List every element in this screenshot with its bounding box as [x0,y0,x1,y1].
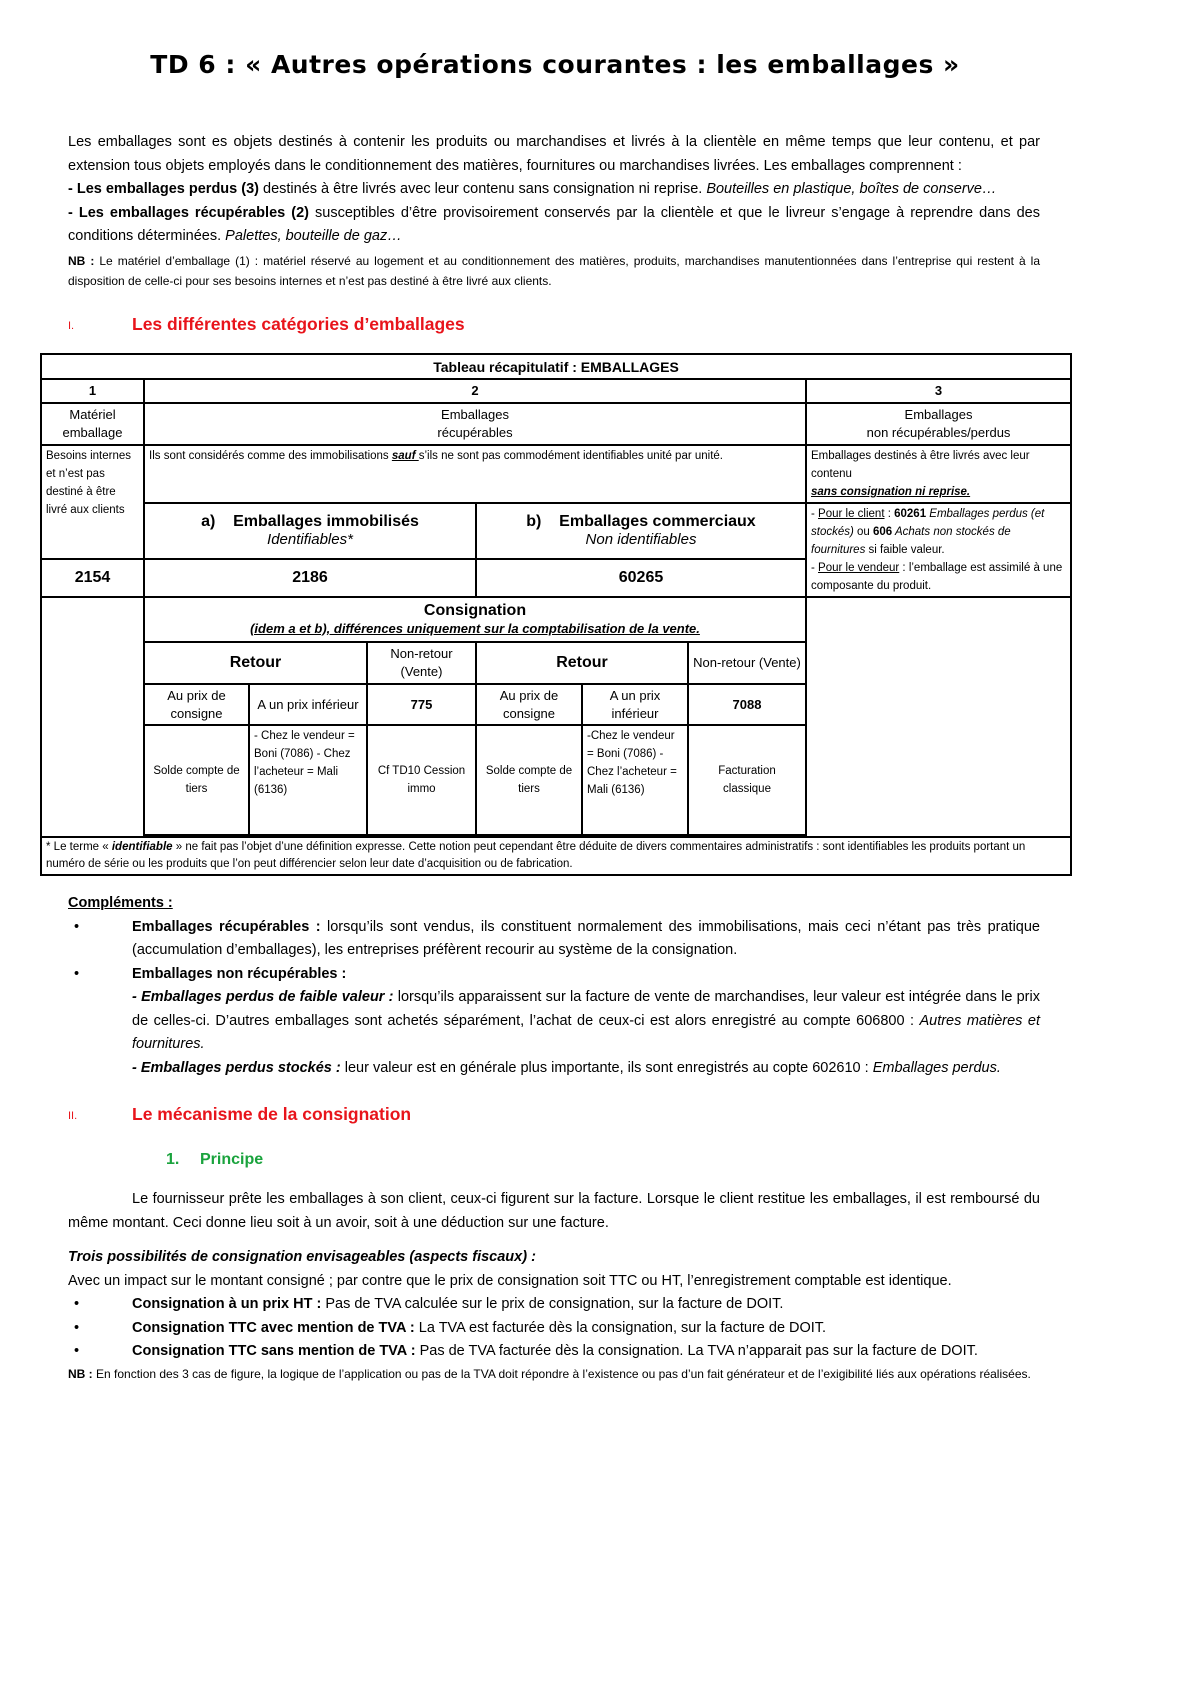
complements [68,892,1040,1080]
principe-text: Le fournisseur prête les emballages à son client, ceux-ci figurent sur la facture. Lorsque le client restitue les emballages, il est remboursé du même montant. Ceci donne lieu soit à un avoir, soit à une déduction sur une facture. [68,1191,1040,1231]
code-7088: 7088 [688,684,806,725]
materiel-description: Besoins internes et n’est pas destiné à être livré aux clients [41,445,144,559]
complement-faible-valeur: - Emballages perdus de faible valeur : lorsqu’ils apparaissent sur la facture de vente de marchandises, leur valeur est intégrée dans le prix de celles-ci. D’autres emballages sont achetés séparément, l’achat de ceux-ci est alors enregistré au compte 606800 : Autres matières et fournitures. [132,989,1040,1052]
retour-a: Retour [144,642,367,684]
complement-stockes: - Emballages perdus stockés : leur valeur est en générale plus importante, ils sont enregistrés au copte 602610 : Emballages perdus. [132,1059,1001,1076]
col-3-number: 3 [806,379,1071,403]
intro-nb: NB : Le matériel d’emballage (1) : matériel réservé au logement et au conditionnement des matières, produits, marchandises manutentionnées dans l’entreprise qui restent à la disposition de celle-ci pour ses besoins internes et n’est pas destiné à être livré aux clients. [68,253,1040,288]
solde-b: Solde compte de tiers [476,725,582,835]
table-title: Tableau récapitulatif : EMBALLAGES [41,354,1071,379]
section-1-number: I. [68,320,75,332]
header-materiel: Matériel emballage [41,403,144,445]
emballages-immobilises: a) Emballages immobilisés Identifiables* [144,503,476,559]
col-2-number: 2 [144,379,806,403]
intro-text: Les emballages sont es objets destinés à contenir les produits ou marchandises et livrés à la clientèle en même temps que leur contenu, et par extension tous objets employés dans le conditionnement des matières, fournitures ou marchandises livrées. Les emballages comprennent : [68,134,1040,174]
retour-b: Retour [476,642,688,684]
header-recuperables: Emballages récupérables [144,403,806,445]
section-1-title: Les différentes catégories d’emballages [132,314,465,334]
complement-recuperables: • Emballages récupérables : lorsqu’ils sont vendus, ils constituent normalement des immobilisations, mais ceci n’étant pas très pratique (accumulation d’emballages), les entreprises préfèrent recourir au système de la consignation. [68,916,1040,963]
boni-mali-a: - Chez le vendeur = Boni (7086) - Chez l’acheteur = Mali (6136) [249,725,367,835]
non-retour-a: Non-retour (Vente) [367,642,476,684]
code-2154: 2154 [41,559,144,597]
option-ht: • Consignation à un prix HT : Pas de TVA calculée sur le prix de consignation, sur la facture de DOIT. [68,1293,1040,1317]
boni-mali-b: -Chez le vendeur = Boni (7086) - Chez l’acheteur = Mali (6136) [582,725,688,835]
au-prix-a: Au prix de consigne [144,684,249,725]
complement-non-recuperables: • Emballages non récupérables : [68,963,1040,987]
complements-title: Compléments : [68,895,173,911]
intro-perdus: - Les emballages perdus (3) destinés à être livrés avec leur contenu sans consignation ni reprise. Bouteilles en plastique, boîtes de conserve… [68,181,997,197]
empty-cell [41,597,144,837]
page-title: TD 6 : « Autres opérations courantes : les emballages » [150,50,960,79]
cession-immo: Cf TD10 Cession immo [367,725,476,835]
principe [68,1188,1040,1384]
prix-inferieur-b: A un prix inférieur [582,684,688,725]
solde-a: Solde compte de tiers [144,725,249,835]
facturation: Facturation classique [688,725,806,835]
non-recuperables-accounting: - Pour le client : 60261 Emballages perdus (et stockés) ou 606 Achats non stockés de fournitures si faible valeur. - Pour le vendeur : l’emballage est assimilé à une composante du produit. [806,503,1071,597]
code-60265: 60265 [476,559,806,597]
table-footnote: * Le terme « identifiable » ne fait pas l’objet d’une définition expresse. Cette notion peut cependant être déduite de divers commentaires administratifs : sont identifiables les produits portant un numéro de série ou les produits que l’on peut différencier selon leur date d’acquisition ou de fabrication. [41,837,1071,875]
emballages-commerciaux: b) Emballages commerciaux Non identifiables [476,503,806,559]
section-2-title: Le mécanisme de la consignation [132,1104,412,1124]
subsection-title: Principe [200,1151,264,1168]
summary-table [40,353,1072,876]
option-ttc-avec: • Consignation TTC avec mention de TVA : La TVA est facturée dès la consignation, sur la facture de DOIT. [68,1317,1040,1341]
trois-possibilites: Trois possibilités de consignation envisageables (aspects fiscaux) : [68,1249,536,1265]
consignation-header: Consignation (idem a et b), différences uniquement sur la comptabilisation de la vente. [144,597,806,642]
code-775: 775 [367,684,476,725]
non-retour-b: Non-retour (Vente) [688,642,806,684]
section-2-number: II. [68,1110,78,1122]
subsection-number: 1. [166,1151,180,1168]
au-prix-b: Au prix de consigne [476,684,582,725]
code-2186: 2186 [144,559,476,597]
section-2-nb: NB : En fonction des 3 cas de figure, la logique de l’application ou pas de la TVA doit répondre à l’existence ou pas d’un fait générateur et de l’exigibilité liés aux opérations réalisées. [68,1366,1031,1381]
intro-paragraph [68,131,1040,291]
prix-inferieur-a: A un prix inférieur [249,684,367,725]
option-ttc-sans: • Consignation TTC sans mention de TVA : Pas de TVA facturée dès la consignation. La TVA n’apparait pas sur la facture de DOIT. [68,1340,1040,1364]
header-non-recuperables: Emballages non récupérables/perdus [806,403,1071,445]
col-1-number: 1 [41,379,144,403]
recuperables-description: Ils sont considérés comme des immobilisations sauf s’ils ne sont pas commodément identifiables unité par unité. [144,445,806,503]
avec-impact: Avec un impact sur le montant consigné ; par contre que le prix de consignation soit TTC ou HT, l’enregistrement comptable est identique. [68,1272,952,1289]
empty-cell [806,597,1071,837]
non-recuperables-description: Emballages destinés à être livrés avec leur contenu sans consignation ni reprise. [806,445,1071,503]
intro-recuperables: - Les emballages récupérables (2) susceptibles d’être provisoirement conservés par la clientèle et que le livreur s’engage à reprendre dans des conditions déterminées. Palettes, bouteille de gaz… [68,204,1040,244]
